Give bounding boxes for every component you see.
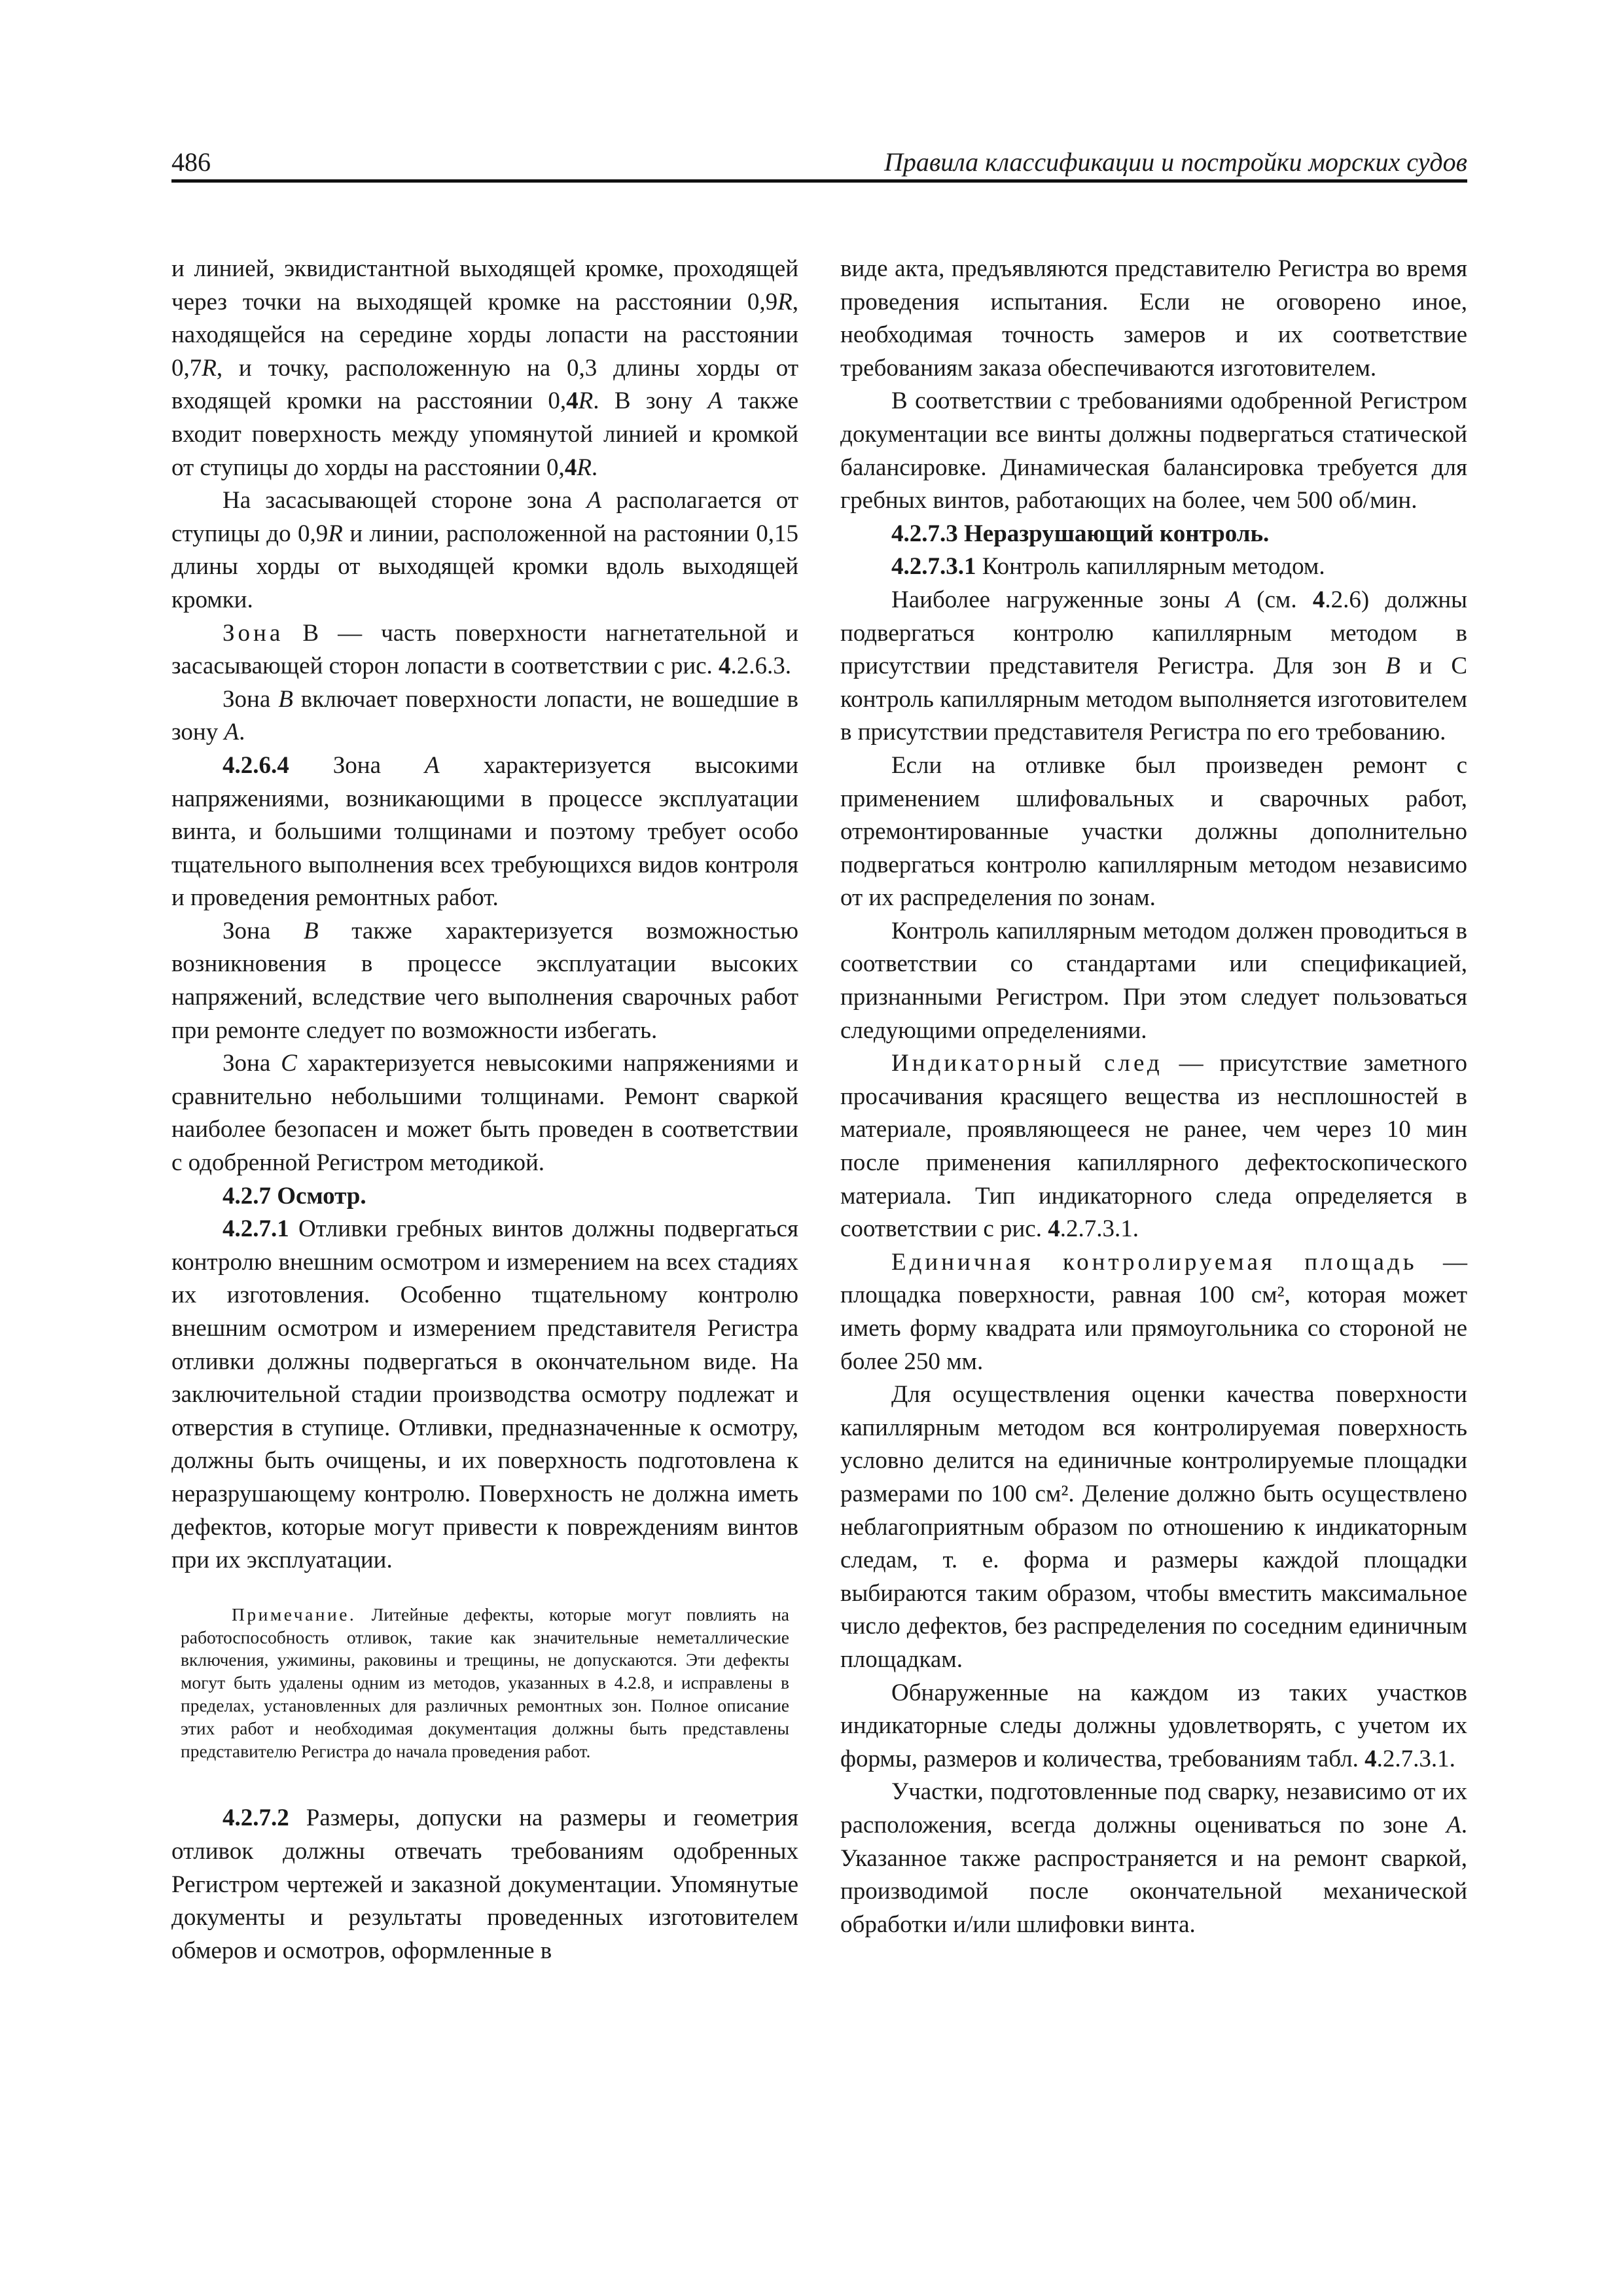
paragraph-p2: На засасывающей стороне зона A располагается от ступицы до 0,9R и линии, расположенной на растоянии 0,15 длины хорды от выходящей кромки вдоль выходящей кромки. — [171, 487, 799, 613]
page-number: 486 — [171, 147, 211, 177]
running-title: Правила классификации и постройки морских судов — [883, 147, 1467, 177]
paragraph-p6: Зона B также характеризуется возможностью возникновения в процессе эксплуатации высоких напряжений, вследствие чего выполнения сварочных работ при ремонте следует по возможности избегать. — [171, 917, 798, 1044]
paragraph-p1: и линией, эквидистантной выходящей кромке, проходящей через точки на выходящей кромке на расстоянии 0,9R, находящейся на середине хорды лопасти на расстоянии 0,7R, и точку, расположенную на 0,3 длины хорды от входящей кромки на расстоянии 0,4R. В зону A также входит поверхность между упомянутой линией и кромкой от ступицы до хорды на расстоянии 0,4R. — [171, 255, 798, 481]
header-rule — [171, 179, 1467, 183]
paragraph-p8: 4.2.7 Осмотр. — [223, 1182, 366, 1210]
paragraph-r9: Единичная контролируемая площадь — площадка поверхности, равная 100 см², которая может иметь форму квадрата или прямоугольника со стороной не более 250 мм. — [840, 1248, 1468, 1375]
paragraph-r10: Для осуществления оценки качества поверхности капиллярным методом вся контролируемая поверхность условно делится на единичные контролируемые площадки размерами по 100 см². Деление должно быть осуществлено неблагоприятным образом по отношению к индикаторным следам, т. е. форма и размеры каждой площадки выбираются таким образом, чтобы вместить максимальное число дефектов, без распределения по соседним единичным площадкам. — [840, 1381, 1467, 1673]
paragraph-r7: Контроль капиллярным методом должен проводиться в соответствии со стандартами или спецификацией, признанными Регистром. При этом следует пользоваться следующими определениями. — [840, 917, 1467, 1044]
paragraph-r2: В соответствии с требованиями одобренной Регистром документации все винты должны подвергаться статической балансировке. Динамическая балансировка требуется для гребных винтов, работающих на более, чем 500 об/мин. — [840, 387, 1467, 514]
paragraph-r5: Наиболее нагруженные зоны A (см. 4.2.6) должны подвергаться контролю капиллярным методом в присутствии представителя Регистра. Для зон B и C контроль капиллярным методом выполняется изготовителем в присутствии представителя Регистра по его требованию. — [840, 586, 1467, 746]
paragraph-r4: 4.2.7.3.1 Контроль капиллярным методом. — [891, 553, 1325, 581]
paragraph-p10: 4.2.7.2 Размеры, допуски на размеры и геометрия отливок должны отвечать требованиям одобренных Регистром чертежей и заказной документации. Упомянутые документы и результаты проведенных изготовителем обмеров и осмотров, оформленные в — [171, 1804, 798, 1964]
paragraph-r3: 4.2.7.3 Неразрушающий контроль. — [891, 520, 1270, 547]
page-header — [171, 145, 1467, 182]
left-column — [171, 253, 798, 1967]
paragraph-r11: Обнаруженные на каждом из таких участков индикаторные следы должны удовлетворять, с учетом их формы, размеров и количества, требованиям табл. 4.2.7.3.1. — [840, 1679, 1467, 1772]
paragraph-r1: виде акта, предъявляются представителю Регистра во время проведения испытания. Если не оговорено иное, необходимая точность замеров и их соответствие требованиям заказа обеспечиваются изготовителем. — [840, 255, 1467, 382]
paragraph-p7: Зона C характеризуется невысокими напряжениями и сравнительно небольшими толщинами. Ремонт сваркой наиболее безопасен и может быть проведен в соответствии с одобренной Регистром методикой. — [171, 1050, 798, 1177]
paragraph-p4: Зона B включает поверхности лопасти, не вошедшие в зону A. — [171, 685, 798, 746]
paragraph-r12: Участки, подготовленные под сварку, независимо от их расположения, всегда должны оцениваться по зоне A. Указанное также распространяется и на ремонт сваркой, производимой после окончательной механической обработки и/или шлифовки винта. — [840, 1778, 1467, 1938]
paragraph-p3: Зона B — часть поверхности нагнетательной и засасывающей сторон лопасти в соответствии с рис. 4.2.6.3. — [171, 619, 798, 680]
paragraph-r8: Индикаторный след — присутствие заметного просачивания красящего вещества из несплошностей в материале, проявляющееся не ранее, чем через 10 мин после применения капиллярного дефектоскопического материала. Тип индикаторного следа определяется в соответствии с рис. 4.2.7.3.1. — [840, 1050, 1467, 1243]
paragraph-r6: Если на отливке был произведен ремонт с применением шлифовальных и сварочных работ, отремонтированные участки должны дополнительно подвергаться контролю капиллярным методом независимо от их распределения по зонам. — [840, 751, 1467, 912]
paragraph-p9: 4.2.7.1 Отливки гребных винтов должны подвергаться контролю внешним осмотром и измерением на всех стадиях их изготовления. Особенно тщательному контролю внешним осмотром и измерением представителя Регистра отливки должны подвергаться в окончательном виде. На заключительной стадии производства осмотру подлежат и отверстия в ступице. Отливки, предназначенные к осмотру, должны быть очищены, и их поверхность подготовлена к неразрушающему контролю. Поверхность не должна иметь дефектов, которые могут привести к повреждениям винтов при их эксплуатации. — [171, 1215, 798, 1574]
paragraph-p5: 4.2.6.4 Зона A характеризуется высокими напряжениями, возникающими в процессе эксплуатации винта, и большими толщинами и поэтому требует особо тщательного выполнения всех требующихся видов контроля и проведения ремонтных работ. — [171, 751, 798, 912]
right-column — [840, 253, 1467, 1941]
footnote-remark: Примечание. Литейные дефекты, которые могут повлиять на работоспособность отливок, такие как значительные неметаллические включения, ужимины, раковины и трещины, не допускаются. Эти дефекты могут быть удалены одним из методов, указанных в 4.2.8, и исправлены в пределах, установленных для различных ремонтных зон. Полное описание этих работ и необходимая документация должны быть представлены представителю Регистра до начала проведения работ. — [181, 1604, 789, 1761]
